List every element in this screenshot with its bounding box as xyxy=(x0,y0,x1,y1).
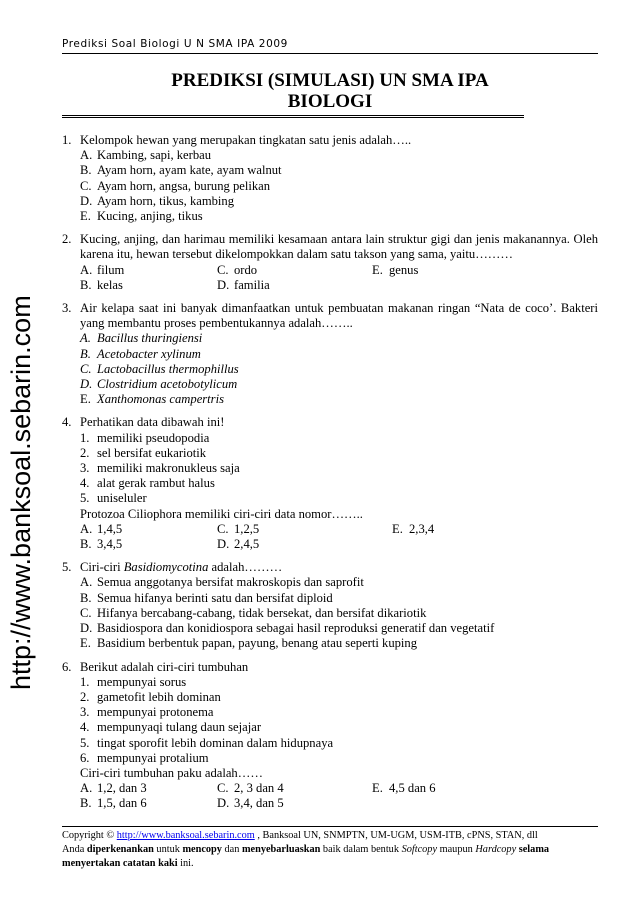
option-text: 2,3,4 xyxy=(409,521,435,536)
option xyxy=(80,606,598,621)
option-text: Ayam horn, tikus, kambing xyxy=(97,193,235,208)
question-text-start: Ciri-ciri xyxy=(80,560,124,575)
option-label: A. xyxy=(80,262,93,277)
item-text: memiliki makronukleus saja xyxy=(97,461,240,476)
option-grid xyxy=(62,781,598,811)
question-stem: Ciri-ciri tumbuhan paku adalah…… xyxy=(80,765,263,780)
option-text: 1,2, dan 3 xyxy=(97,781,147,796)
option xyxy=(80,331,598,346)
question-6 xyxy=(62,660,598,812)
option xyxy=(80,575,598,590)
option-label: E. xyxy=(80,636,91,651)
item-number: 1. xyxy=(80,674,90,689)
running-header: Prediksi Soal Biologi U N SMA IPA 2009 xyxy=(62,38,288,50)
question-3 xyxy=(62,301,598,407)
item-text: memiliki pseudopodia xyxy=(97,430,210,445)
item-number: 6. xyxy=(80,750,90,765)
question-text-end: adalah……… xyxy=(208,560,283,575)
option-label: D. xyxy=(217,796,230,811)
footer-text: maupun xyxy=(437,844,476,855)
watermark-url: http://www.banksoal.sebarin.com xyxy=(6,295,36,690)
data-item xyxy=(80,720,598,735)
footer-text: untuk xyxy=(153,844,183,855)
option-text: Bacillus thuringiensi xyxy=(97,331,203,346)
option-text: Kambing, sapi, kerbau xyxy=(97,148,212,163)
footer-line-2 xyxy=(62,843,598,857)
item-text: mempunyai sorus xyxy=(97,674,187,689)
item-text: mempunyai protonema xyxy=(97,705,214,720)
option xyxy=(80,591,598,606)
page-title xyxy=(62,70,598,112)
option-text: 1,5, dan 6 xyxy=(97,796,147,811)
option xyxy=(80,781,217,796)
option xyxy=(80,537,217,552)
question-number: 1. xyxy=(62,133,72,147)
option xyxy=(217,278,372,293)
option xyxy=(80,347,598,362)
option-text: kelas xyxy=(97,277,123,292)
option-label: C. xyxy=(80,605,92,620)
option-text: Kucing, anjing, tikus xyxy=(97,209,203,224)
title-line-1: PREDIKSI (SIMULASI) UN SMA IPA xyxy=(171,70,489,91)
option-text: Clostridium acetobotylicum xyxy=(97,377,238,392)
question-number: 6. xyxy=(62,659,72,674)
question-stem: Protozoa Ciliophora memiliki ciri-ciri data nomor…….. xyxy=(80,506,363,521)
item-number: 3. xyxy=(80,705,90,720)
footer-line-1 xyxy=(62,829,598,843)
option xyxy=(217,796,372,811)
option-label: A. xyxy=(80,575,93,590)
title-divider xyxy=(62,115,524,118)
footer-text: dan xyxy=(221,844,242,855)
option-text: genus xyxy=(389,262,419,277)
question-number: 5. xyxy=(62,560,72,575)
option-text: Semua hifanya berinti satu dan bersifat diploid xyxy=(97,590,333,605)
footer-text: selama xyxy=(516,844,550,855)
option-text: familia xyxy=(234,277,270,292)
option-label: B. xyxy=(80,796,92,811)
option xyxy=(80,163,598,178)
item-number: 3. xyxy=(80,461,90,476)
option-label: A. xyxy=(80,521,93,536)
option-grid xyxy=(62,522,598,552)
option-text: Xanthomonas campertris xyxy=(97,392,224,407)
data-item xyxy=(80,751,598,766)
question-number: 3. xyxy=(62,301,72,316)
option-text: 4,5 dan 6 xyxy=(389,781,436,796)
option xyxy=(217,537,372,552)
item-number: 5. xyxy=(80,735,90,750)
item-text: sel bersifat eukariotik xyxy=(97,445,207,460)
option xyxy=(80,362,598,377)
item-text: tingat sporofit lebih dominan dalam hidupnaya xyxy=(97,735,334,750)
option-text: Basidium berbentuk papan, payung, benang atau seperti kuping xyxy=(97,636,418,651)
item-number: 5. xyxy=(80,491,90,506)
item-text: mempunyai protalium xyxy=(97,750,209,765)
option xyxy=(372,781,522,796)
option-text: 1,4,5 xyxy=(97,521,123,536)
data-item xyxy=(80,705,598,720)
option-text: Hifanya bercabang-cabang, tidak bersekat, dan bersifat dikariotik xyxy=(97,605,427,620)
option-label: D. xyxy=(80,621,93,636)
option xyxy=(217,263,372,278)
option-label: A. xyxy=(80,781,93,796)
footer-text: Hardcopy xyxy=(475,844,517,855)
option-text: Ayam horn, ayam kate, ayam walnut xyxy=(97,163,282,178)
data-item xyxy=(80,736,598,751)
option-text: Semua anggotanya bersifat makroskopis dan saprofit xyxy=(97,575,364,590)
item-number: 2. xyxy=(80,445,90,460)
footer-line-3 xyxy=(62,857,598,871)
option xyxy=(80,194,598,209)
option-label: D. xyxy=(217,537,230,552)
data-item xyxy=(80,675,598,690)
item-number: 2. xyxy=(80,689,90,704)
question-text: Kucing, anjing, dan harimau memiliki kesamaan antara lain struktur gigi dan jenis makanannya. Oleh karena itu, hewan tersebut dikelompokkan dalam satu takson yang sama, yaitu……… xyxy=(80,232,598,262)
question-1 xyxy=(62,133,598,224)
footer-text: Anda xyxy=(62,844,87,855)
option xyxy=(80,522,217,537)
option xyxy=(80,621,598,636)
footer-text: ini. xyxy=(177,858,194,869)
option xyxy=(80,392,598,407)
option xyxy=(80,263,217,278)
footer-text: mencopy xyxy=(182,844,222,855)
option-text: ordo xyxy=(234,262,258,277)
question-list xyxy=(62,133,598,820)
question-text: Kelompok hewan yang merupakan tingkatan satu jenis adalah….. xyxy=(80,133,412,147)
option xyxy=(80,636,598,651)
data-item xyxy=(80,690,598,705)
option xyxy=(80,377,598,392)
question-number: 2. xyxy=(62,232,72,247)
item-text: gametofit lebih dominan xyxy=(97,689,221,704)
option-label: B. xyxy=(80,346,91,361)
item-text: mempunyaqi tulang daun sejajar xyxy=(97,720,262,735)
footer-divider xyxy=(62,826,598,827)
question-text: Perhatikan data dibawah ini! xyxy=(80,415,225,430)
footer xyxy=(62,829,598,871)
option xyxy=(80,796,217,811)
question-text: Berikut adalah ciri-ciri tumbuhan xyxy=(80,659,249,674)
copyright-text: Copyright © xyxy=(62,830,115,841)
item-text: alat gerak rambut halus xyxy=(97,476,215,491)
footer-sources: , Banksoal UN, SNMPTN, UM-UGM, USM-ITB, cPNS, STAN, dll xyxy=(254,830,538,841)
footer-text: diperkenankan xyxy=(86,844,154,855)
item-number: 4. xyxy=(80,720,90,735)
option-label: E. xyxy=(80,209,91,224)
item-number: 1. xyxy=(80,430,90,445)
title-line-2: BIOLOGI xyxy=(287,91,373,112)
data-item xyxy=(80,491,598,506)
option-label: B. xyxy=(80,277,92,292)
option-label: A. xyxy=(80,331,91,346)
option-text: 1,2,5 xyxy=(234,521,260,536)
option-label: E. xyxy=(80,392,91,407)
option-text: Acetobacter xylinum xyxy=(97,346,201,361)
option xyxy=(217,781,372,796)
option-text: Lactobacillus thermophillus xyxy=(97,361,239,376)
option-label: C. xyxy=(217,781,229,796)
option-label: C. xyxy=(80,361,92,376)
option-label: E. xyxy=(392,521,403,536)
option xyxy=(372,522,522,537)
option-label: A. xyxy=(80,148,93,163)
option-text: 2,4,5 xyxy=(234,537,260,552)
option-text: 3,4, dan 5 xyxy=(234,796,284,811)
footer-text: menyebarluaskan xyxy=(241,844,321,855)
taxon-name: Basidiomycotina xyxy=(123,560,209,575)
option-label: B. xyxy=(80,163,92,178)
question-5 xyxy=(62,560,598,651)
question-4 xyxy=(62,415,598,552)
option xyxy=(372,263,522,278)
option-label: C. xyxy=(217,521,229,536)
option-text: Basidiospora dan konidiospora sebagai hasil reproduksi generatif dan vegetatif xyxy=(97,621,495,636)
question-text xyxy=(80,560,598,575)
item-number: 4. xyxy=(80,476,90,491)
option-grid xyxy=(62,263,598,293)
option-label: B. xyxy=(80,537,92,552)
option-label: D. xyxy=(80,193,93,208)
option xyxy=(80,278,217,293)
site-link[interactable]: http://www.banksoal.sebarin.com xyxy=(116,830,255,841)
option-label: B. xyxy=(80,590,92,605)
option-text: 2, 3 dan 4 xyxy=(234,781,284,796)
question-number: 4. xyxy=(62,415,72,430)
option xyxy=(80,179,598,194)
option xyxy=(80,148,598,163)
data-item xyxy=(80,431,598,446)
data-item xyxy=(80,476,598,491)
option-text: 3,4,5 xyxy=(97,537,123,552)
footer-text: menyertakan catatan kaki xyxy=(62,858,178,869)
footer-text: Softcopy xyxy=(401,844,438,855)
option xyxy=(80,209,598,224)
option-text: filum xyxy=(97,262,125,277)
option-label: C. xyxy=(80,178,92,193)
option-label: D. xyxy=(80,377,93,392)
footer-text: baik dalam bentuk xyxy=(320,844,402,855)
item-text: uniseluler xyxy=(97,491,147,506)
data-item xyxy=(80,446,598,461)
option-label: C. xyxy=(217,262,229,277)
option-label: E. xyxy=(372,262,383,277)
option-text: Ayam horn, angsa, burung pelikan xyxy=(97,178,271,193)
header-divider xyxy=(62,53,598,54)
option xyxy=(217,522,372,537)
option-label: D. xyxy=(217,277,230,292)
option-label: E. xyxy=(372,781,383,796)
question-2 xyxy=(62,232,598,293)
data-item xyxy=(80,461,598,476)
question-text: Air kelapa saat ini banyak dimanfaatkan untuk pembuatan makanan ringan “Nata de coco’. Bakteri yang membantu proses pembentukannya adalah…….. xyxy=(80,301,598,331)
